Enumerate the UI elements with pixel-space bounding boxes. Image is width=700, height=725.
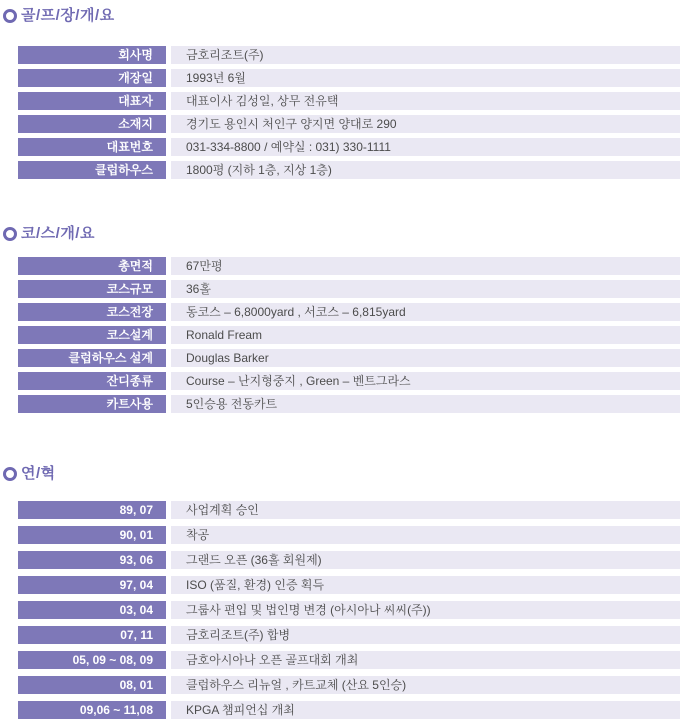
table-row [18, 280, 680, 298]
table-row [18, 372, 680, 390]
table-row [18, 349, 680, 367]
table-row [18, 303, 680, 321]
row-value: 착공 [171, 526, 680, 544]
row-value: 1800평 (지하 1층, 지상 1층) [171, 161, 680, 179]
row-value: Course – 난지형중지 , Green – 벤트그라스 [171, 372, 680, 390]
row-value: 금호리조트(주) [171, 46, 680, 64]
table-row [18, 46, 680, 64]
row-value: 031-334-8800 / 예약실 : 031) 330-1111 [171, 138, 680, 156]
row-label: 클럽하우스 [18, 161, 166, 179]
section-title-course [3, 225, 700, 242]
row-label: 총면적 [18, 257, 166, 275]
table-row [18, 115, 680, 133]
table-row [18, 69, 680, 87]
row-label: 대표번호 [18, 138, 166, 156]
table-row [18, 161, 680, 179]
table-row [18, 601, 680, 619]
row-value: KPGA 챔피언십 개최 [171, 701, 680, 719]
section-title-history [3, 465, 700, 482]
circle-bullet-icon [3, 467, 17, 481]
table-row [18, 138, 680, 156]
row-value: 36홀 [171, 280, 680, 298]
row-label: 코스설계 [18, 326, 166, 344]
row-value: 그랜드 오픈 (36홀 회원제) [171, 551, 680, 569]
row-value: 금호리조트(주) 합병 [171, 626, 680, 644]
table-row [18, 501, 680, 519]
table-row [18, 395, 680, 413]
section-title-text: 골/프/장/개/요 [21, 7, 115, 24]
table-row [18, 326, 680, 344]
row-label: 97, 04 [18, 576, 166, 594]
row-label: 90, 01 [18, 526, 166, 544]
row-value: 대표이사 김성일, 상무 전유택 [171, 92, 680, 110]
row-label: 소재지 [18, 115, 166, 133]
row-value: Ronald Fream [171, 326, 680, 344]
row-label: 89, 07 [18, 501, 166, 519]
section-overview [0, 7, 700, 179]
overview-table [18, 46, 680, 179]
row-label: 07, 11 [18, 626, 166, 644]
section-history [0, 465, 700, 719]
row-value: 클럽하우스 리뉴얼 , 카트교체 (산요 5인승) [171, 676, 680, 694]
table-row [18, 551, 680, 569]
row-value: ISO (품질, 환경) 인증 획득 [171, 576, 680, 594]
row-value: 그룹사 편입 및 법인명 변경 (아시아나 씨씨(주)) [171, 601, 680, 619]
section-title-text: 연/혁 [21, 465, 56, 482]
table-row [18, 651, 680, 669]
row-value: 5인승용 전동카트 [171, 395, 680, 413]
row-value: 경기도 용인시 처인구 양지면 양대로 290 [171, 115, 680, 133]
row-label: 03, 04 [18, 601, 166, 619]
row-label: 05, 09 ~ 08, 09 [18, 651, 166, 669]
table-row [18, 626, 680, 644]
row-label: 09,06 ~ 11,08 [18, 701, 166, 719]
row-label: 93, 06 [18, 551, 166, 569]
golf-club-info-page [0, 7, 700, 719]
table-row [18, 257, 680, 275]
course-table [18, 257, 680, 413]
row-label: 코스규모 [18, 280, 166, 298]
section-course [0, 225, 700, 413]
section-title-overview [3, 7, 700, 24]
row-value: 67만평 [171, 257, 680, 275]
row-value: 금호아시아나 오픈 골프대회 개최 [171, 651, 680, 669]
row-label: 회사명 [18, 46, 166, 64]
row-label: 잔디종류 [18, 372, 166, 390]
circle-bullet-icon [3, 9, 17, 23]
row-label: 클럽하우스 설계 [18, 349, 166, 367]
row-value: 사업계획 승인 [171, 501, 680, 519]
row-label: 카트사용 [18, 395, 166, 413]
table-row [18, 526, 680, 544]
row-value: Douglas Barker [171, 349, 680, 367]
row-value: 동코스 – 6,8000yard , 서코스 – 6,815yard [171, 303, 680, 321]
history-table [18, 501, 680, 719]
circle-bullet-icon [3, 227, 17, 241]
row-label: 08, 01 [18, 676, 166, 694]
table-row [18, 676, 680, 694]
table-row [18, 576, 680, 594]
table-row [18, 701, 680, 719]
table-row [18, 92, 680, 110]
row-value: 1993년 6월 [171, 69, 680, 87]
row-label: 코스전장 [18, 303, 166, 321]
row-label: 개장일 [18, 69, 166, 87]
section-title-text: 코/스/개/요 [21, 225, 95, 242]
row-label: 대표자 [18, 92, 166, 110]
